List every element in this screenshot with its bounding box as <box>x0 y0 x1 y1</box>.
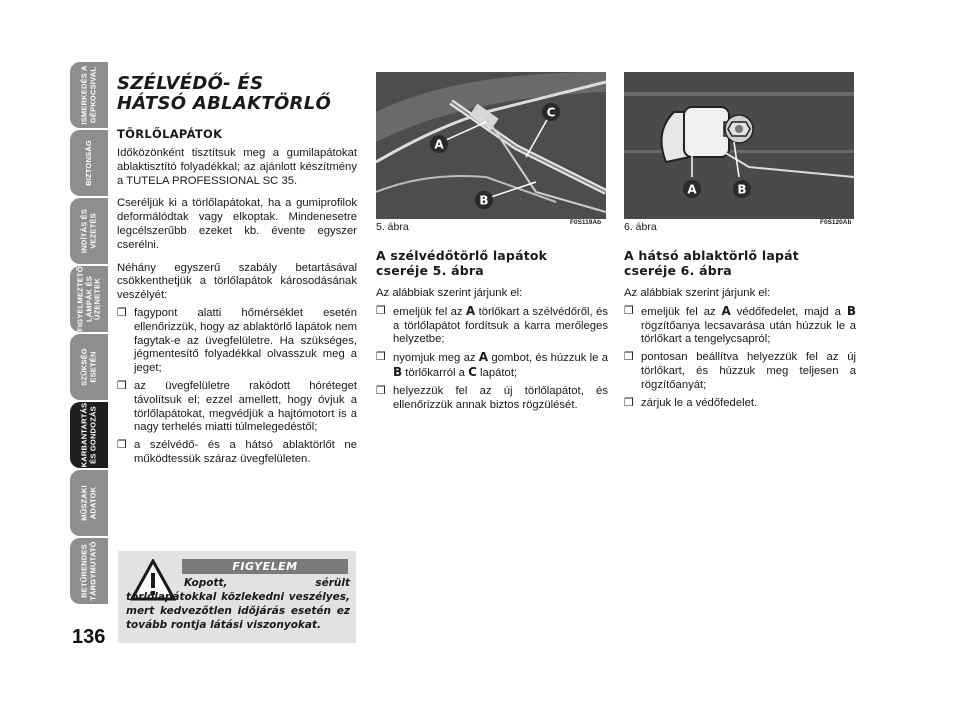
text-fragment: gombot, és húzzuk le a <box>488 352 608 365</box>
tab-label: SZÜKSÉG ESETÉN <box>79 348 97 386</box>
list-item-text: fagypont alatti hőmérséklet esetén ellenőrizzük, hogy az ablaktörlő lapátok nem fagytak-e az üvegfelületre. Ha szükséges, jégmentesítő folyadékkal olvasszuk meg a jeget; <box>134 306 357 375</box>
text-fragment: védőfedelet, majd a <box>730 305 847 318</box>
tab-szukseg[interactable] <box>70 334 108 400</box>
list-item <box>376 351 608 381</box>
figure-6-caption: 6. ábra <box>624 221 657 233</box>
tab-karbantartas[interactable] <box>70 402 108 468</box>
tab-figyelmezteto[interactable] <box>70 266 108 332</box>
reference-letter: B <box>393 364 403 379</box>
tab-label: BETŰRENDES TÁRGYMUTATÓ <box>79 541 97 601</box>
figure-5-caption: 5. ábra <box>376 221 409 233</box>
paragraph: Időközönként tisztítsuk meg a gumilapátokat ablaktisztító folyadékkal; az ajánlott készítmény a TUTELA PROFESSIONAL SC 35. <box>117 147 357 187</box>
checkbox-bullet-icon: ❒ <box>376 384 386 397</box>
list-item <box>117 439 357 467</box>
figure-label-c: C <box>546 105 556 120</box>
list-item <box>117 307 357 376</box>
column-left <box>117 74 357 471</box>
text-fragment: rögzítőanya lecsavarása után húzzuk le a törlőkart a tengelycsapról; <box>641 319 856 346</box>
section-title: TÖRLŐLAPÁTOK <box>117 127 223 141</box>
bullet-list <box>624 305 856 411</box>
list-item-text: zárjuk le a védőfedelet. <box>641 396 758 409</box>
checkbox-bullet-icon: ❒ <box>624 351 634 364</box>
list-item <box>624 305 856 347</box>
figure-5-code: F0S119Ab <box>570 219 602 226</box>
list-item <box>624 397 856 411</box>
tab-label: MŰSZAKI ADATOK <box>79 485 97 521</box>
paragraph: Néhány egyszerű szabály betartásával csökkenthetjük a törlőlapátok károsodásának veszélyét: <box>117 261 357 302</box>
figure-label-b: B <box>479 193 489 208</box>
section-title: A szélvédőtörlő lapátok cseréje 5. ábra <box>376 248 548 278</box>
checkbox-bullet-icon: ❒ <box>117 439 127 452</box>
list-item-text: pontosan beállítva helyezzük fel az új törlőkart, és húzzuk meg teljesen a rögzítőanyát; <box>641 351 856 391</box>
list-item-text: a szélvédő- és a hátsó ablaktörlőt ne működtessük száraz üvegfelületen. <box>134 439 357 465</box>
figure-5 <box>376 72 606 219</box>
warning-text: Kopott, sérült törlőlapátokkal közlekedni veszélyes, mert kedvezőtlen időjárás esetén ez tovább rontja látási viszonyokat. <box>126 577 350 631</box>
warning-box <box>118 551 356 643</box>
list-item <box>624 351 856 392</box>
list-item-text: az üvegfelületre rakódott hóréteget távolítsuk el; ezzel amellett, hogy óvjuk a törlőlapátokat, megvédjük a hajtómotort is a nagy terhelés miatti túlmelegedéstől; <box>134 379 357 434</box>
text-fragment: törlőkart a szélvédőről, és a törlőlapátot fordítsuk a karra merőleges helyzetbe; <box>393 305 608 346</box>
reference-letter: A <box>478 350 489 365</box>
figure-label-a: A <box>434 137 444 152</box>
page-number: 136 <box>72 626 106 648</box>
reference-letter: C <box>468 364 477 379</box>
text-fragment: emeljük fel az <box>641 305 722 318</box>
checkbox-bullet-icon: ❒ <box>117 306 127 319</box>
tab-label: INDÍTÁS ÉS VEZETÉS <box>79 208 97 254</box>
figure-6 <box>624 72 854 219</box>
figure-label-b: B <box>737 182 747 197</box>
tab-inditas[interactable] <box>70 198 108 264</box>
list-item <box>376 385 608 413</box>
tab-biztonsag[interactable] <box>70 130 108 196</box>
reference-letter: B <box>846 303 856 318</box>
figure-6-code: F0S120Ab <box>820 219 852 226</box>
checkbox-bullet-icon: ❒ <box>624 396 634 409</box>
text-fragment: lapátot; <box>476 366 518 379</box>
tab-muszaki[interactable] <box>70 470 108 536</box>
column-right <box>624 248 856 414</box>
text-fragment: emeljük fel az <box>393 305 466 318</box>
section-title: A hátsó ablaktörlő lapát cseréje 6. ábra <box>624 248 799 278</box>
reference-letter: A <box>465 303 476 318</box>
list-item-text: helyezzük fel az új törlőlapátot, és ellenőrizzük annak biztos rögzülését. <box>393 384 608 411</box>
wiper-blade-illustration <box>376 72 606 219</box>
reference-letter: A <box>721 303 731 318</box>
tab-label: FIGYELMEZTETŐ LÁMPÁK ÉS ÜZENETEK <box>75 266 102 332</box>
checkbox-bullet-icon: ❒ <box>624 304 634 317</box>
paragraph: Az alábbiak szerint járjunk el: <box>376 287 523 299</box>
rear-wiper-illustration <box>624 72 854 219</box>
checkbox-bullet-icon: ❒ <box>376 304 386 317</box>
bullet-list <box>117 307 357 467</box>
column-middle <box>376 248 608 416</box>
page-title: SZÉLVÉDŐ- ÉS HÁTSÓ ABLAKTÖRLŐ <box>117 73 332 114</box>
list-item <box>117 380 357 435</box>
tab-label: ISMERKEDÉS A GÉPKOCSIVAL <box>79 65 97 125</box>
tab-betrendes[interactable] <box>70 538 108 604</box>
figure-label-a: A <box>687 182 697 197</box>
checkbox-bullet-icon: ❒ <box>376 351 386 364</box>
warning-heading: FIGYELEM <box>182 559 348 574</box>
paragraph: Cseréljük ki a törlőlapátokat, ha a gumiprofilok deformálódtak vagy elkoptak. Mindenesetre legcélszerűbb ezeket kb. évente egyszer cserélni. <box>117 197 357 251</box>
list-item <box>376 305 608 347</box>
text-fragment: nyomjuk meg az <box>393 352 479 365</box>
checkbox-bullet-icon: ❒ <box>117 379 127 392</box>
bullet-list <box>376 305 608 413</box>
tab-label: BIZTONSÁG <box>83 140 93 186</box>
paragraph: Az alábbiak szerint járjunk el: <box>624 287 771 299</box>
text-fragment: törlőkarról a <box>402 366 469 379</box>
tab-ismerkedes[interactable] <box>70 62 108 128</box>
tab-label: KARBANTARTÁS ÉS GONDOZÁS <box>79 402 97 468</box>
